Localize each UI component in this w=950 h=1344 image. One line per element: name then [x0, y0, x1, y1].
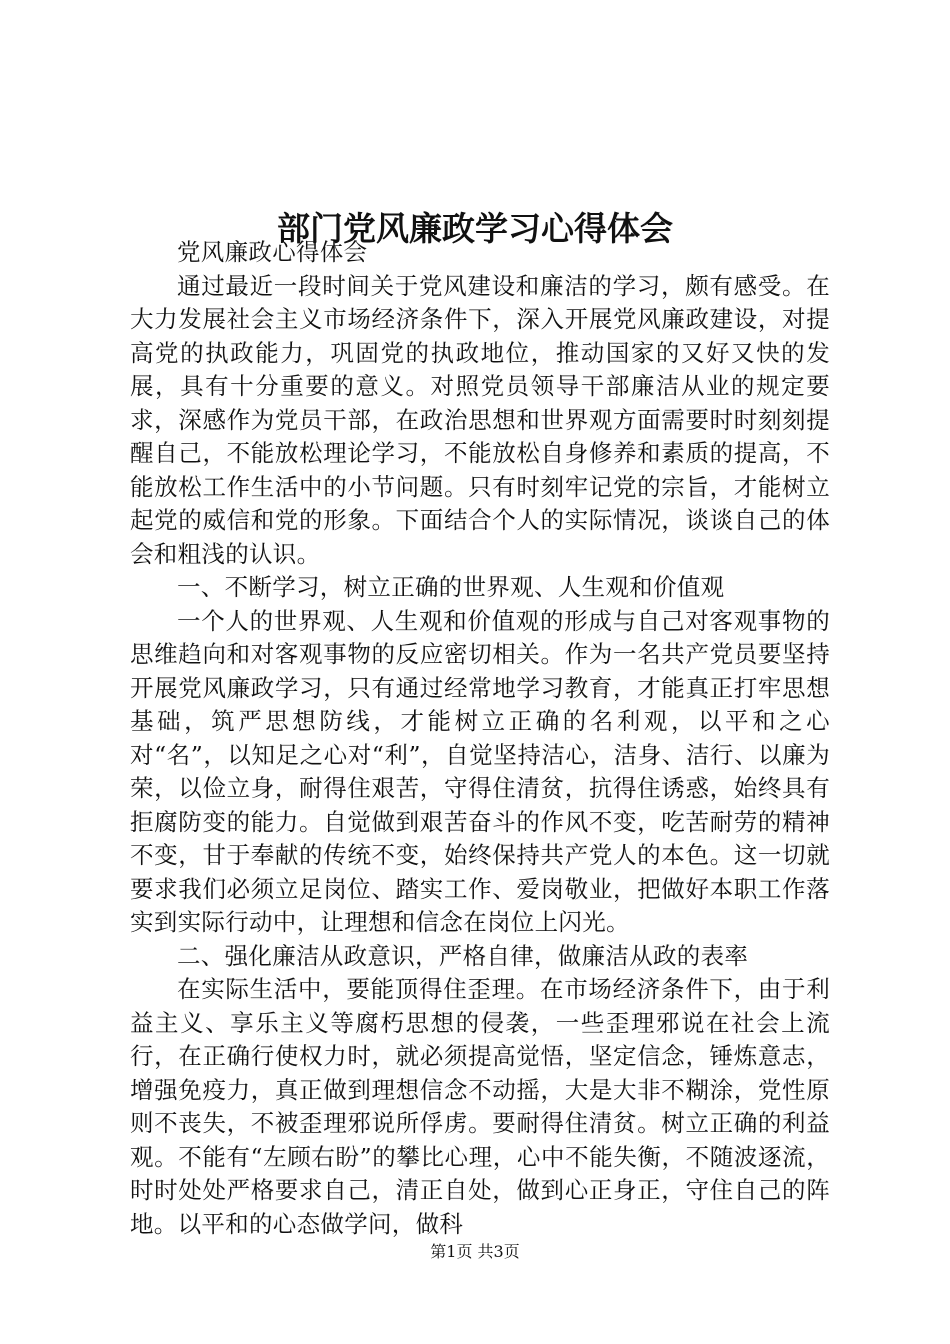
section-heading: 一、不断学习，树立正确的世界观、人生观和价值观 [177, 573, 725, 601]
body-paragraph: 通过最近一段时间关于党风建设和廉洁的学习，颇有感受。在大力发展社会主义市场经济条件下，深入开展党风廉政建设，对提高党的执政能力，巩固党的执政地位，推动国家的又好又快的发展，具有十分重要的意义。对照党员领导干部廉洁从业的规定要求，深感作为党员干部，在政治思想和世界观方面需要时时刻刻提醒自己，不能放松理论学习，不能放松自身修养和素质的提高，不能放松工作生活中的小节问题。只有时刻牢记党的宗旨，才能树立起党的威信和党的形象。下面结合个人的实际情况，谈谈自己的体会和粗浅的认识。 [130, 271, 830, 568]
section-heading: 二、强化廉洁从政意识，严格自律，做廉洁从政的表率 [177, 941, 749, 970]
page-footer: 第1页 共3页 [430, 1242, 520, 1261]
document-title: 部门党风廉政学习心得体会 [277, 209, 673, 249]
document-body [130, 236, 830, 1241]
body-paragraph: 在实际生活中，要能顶得住歪理。在市场经济条件下，由于利益主义、享乐主义等腐朽思想的侵袭，一些歪理邪说在社会上流行，在正确行使权力时，就必须提高觉悟，坚定信念，锤炼意志，增强免疫力，真正做到理想信念不动摇，大是大非不糊涂，党性原则不丧失，不被歪理邪说所俘虏。要耐得住清贫。树立正确的利益观。不能有“左顾右盼”的攀比心理，心中不能失衡，不随波逐流，时时处处严格要求自己，清正自处，做到心正身正，守住自己的阵地。以平和的心态做学问，做科 [130, 975, 830, 1238]
body-paragraph: 一个人的世界观、人生观和价值观的形成与自己对客观事物的思维趋向和对客观事物的反应密切相关。作为一名共产党员要坚持开展党风廉政学习，只有通过经常地学习教育，才能真正打牢思想基础，筑严思想防线，才能树立正确的名利观，以平和之心对“名”，以知足之心对“利”，自觉坚持洁心，洁身、洁行、以廉为荣，以俭立身，耐得住艰苦，守得住清贫，抗得住诱惑，始终具有拒腐防变的能力。自觉做到艰苦奋斗的作风不变，吃苦耐劳的精神不变，甘于奉献的传统不变，始终保持共产党人的本色。这一切就要求我们必须立足岗位、踏实工作、爱岗敬业，把做好本职工作落实到实际行动中，让理想和信念在岗位上闪光。 [130, 606, 830, 936]
body-paragraph: 党风廉政心得体会 [177, 238, 368, 266]
